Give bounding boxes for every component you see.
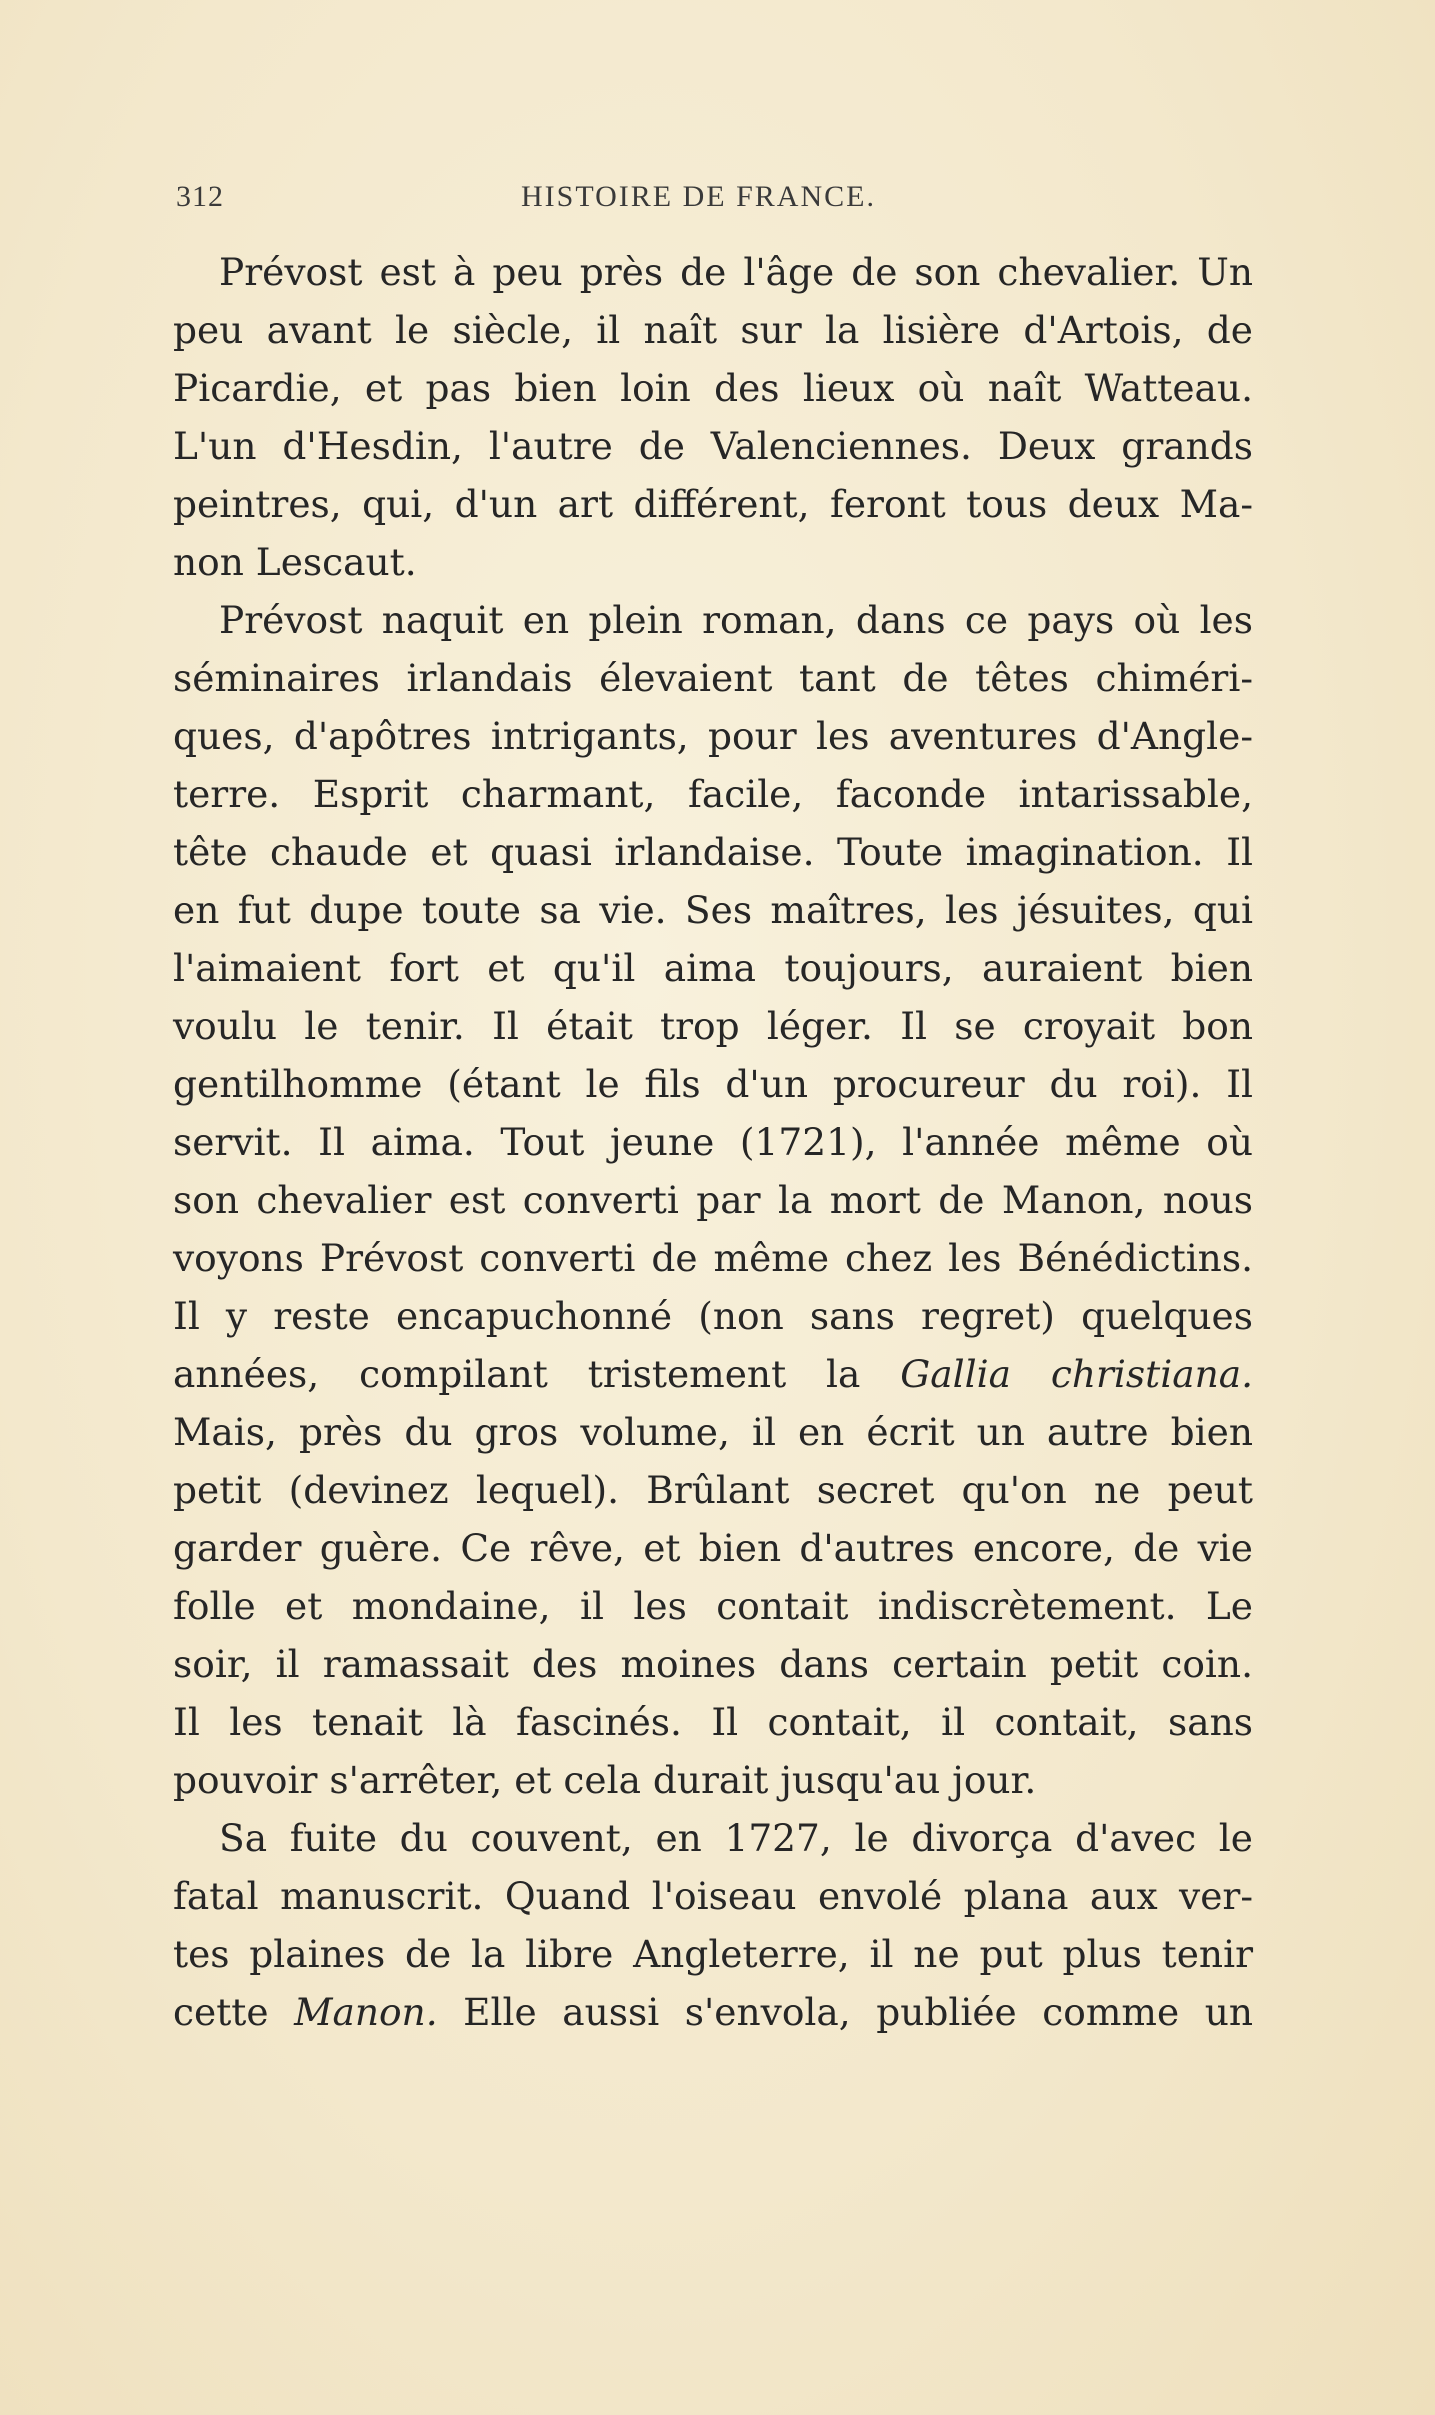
italic-title-gallia-christiana: Gallia christiana.: [900, 1352, 1254, 1396]
text-line: séminaires irlandais élevaient tant de têtes chiméri-: [173, 656, 1253, 700]
text-line: l'aimaient fort et qu'il aima toujours, auraient bien: [173, 946, 1253, 990]
text-segment: Elle aussi s'envola, publiée comme un: [463, 1990, 1253, 2034]
running-head: [176, 180, 1251, 220]
text-segment: années, compilant tristement la: [173, 1352, 861, 1396]
text-line: voulu le tenir. Il était trop léger. Il se croyait bon: [173, 1004, 1253, 1048]
text-line: servit. Il aima. Tout jeune (1721), l'année même où: [173, 1120, 1253, 1164]
text-line: folle et mondaine, il les contait indiscrètement. Le: [173, 1584, 1253, 1628]
text-line: fatal manuscrit. Quand l'oiseau envolé plana aux ver-: [173, 1874, 1253, 1918]
text-line: peu avant le siècle, il naît sur la lisière d'Artois, de: [173, 308, 1253, 352]
text-line: voyons Prévost converti de même chez les Bénédictins.: [173, 1236, 1253, 1280]
text-line: garder guère. Ce rêve, et bien d'autres encore, de vie: [173, 1526, 1253, 1570]
page-number: 312: [176, 180, 224, 213]
text-line: son chevalier est converti par la mort de Manon, nous: [173, 1178, 1253, 1222]
text-line: ques, d'apôtres intrigants, pour les aventures d'Angle-: [173, 714, 1253, 758]
text-line: Picardie, et pas bien loin des lieux où naît Watteau.: [173, 366, 1253, 410]
text-line: peintres, qui, d'un art différent, feront tous deux Ma-: [173, 482, 1253, 526]
running-title: HISTOIRE DE FRANCE.: [521, 180, 876, 213]
text-line: en fut dupe toute sa vie. Ses maîtres, les jésuites, qui: [173, 888, 1253, 932]
text-line: Mais, près du gros volume, il en écrit un autre bien: [173, 1410, 1253, 1454]
text-line: tête chaude et quasi irlandaise. Toute imagination. Il: [173, 830, 1253, 874]
text-line: L'un d'Hesdin, l'autre de Valenciennes. Deux grands: [173, 424, 1253, 468]
text-line: Sa fuite du couvent, en 1727, le divorça d'avec le: [219, 1816, 1253, 1860]
text-line-with-italic: [173, 1983, 1253, 2041]
text-line: terre. Esprit charmant, facile, faconde intarissable,: [173, 772, 1253, 816]
text-line: soir, il ramassait des moines dans certain petit coin.: [173, 1642, 1253, 1686]
text-segment: cette: [173, 1990, 269, 2034]
italic-title-manon: Manon.: [294, 1990, 438, 2034]
text-line: pouvoir s'arrêter, et cela durait jusqu'au jour.: [173, 1758, 1037, 1802]
text-line: Il y reste encapuchonné (non sans regret) quelques: [173, 1294, 1253, 1338]
text-line: Prévost est à peu près de l'âge de son chevalier. Un: [219, 250, 1253, 294]
text-line: non Lescaut.: [173, 540, 417, 584]
text-line: tes plaines de la libre Angleterre, il ne put plus tenir: [173, 1932, 1253, 1976]
text-line-with-italic: [173, 1345, 1253, 1403]
text-line: gentilhomme (étant le fils d'un procureur du roi). Il: [173, 1062, 1253, 1106]
body-text: [173, 243, 1253, 2041]
text-line: Prévost naquit en plein roman, dans ce pays où les: [219, 598, 1253, 642]
text-line: Il les tenait là fascinés. Il contait, il contait, sans: [173, 1700, 1253, 1744]
text-line: petit (devinez lequel). Brûlant secret qu'on ne peut: [173, 1468, 1253, 1512]
